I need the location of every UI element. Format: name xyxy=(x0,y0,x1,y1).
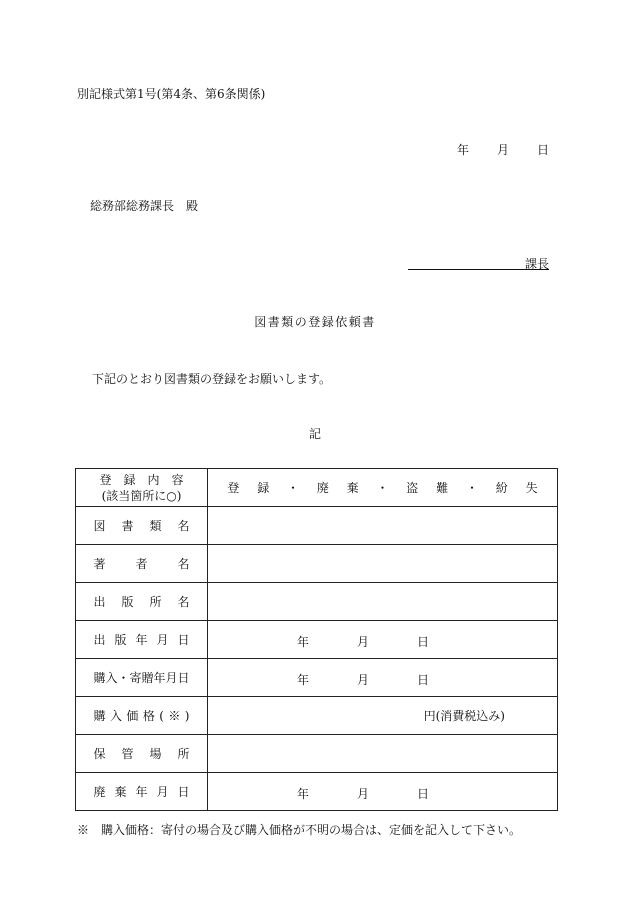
purchase-date-field[interactable] xyxy=(208,659,558,697)
label-publisher-cell xyxy=(76,583,208,621)
label-publisher: 出版所名 xyxy=(93,595,190,609)
registration-options: 登 録 ・ 廃 棄 ・ 盗 難 ・ 紛 失 xyxy=(227,481,538,495)
purchase-date-day: 日 xyxy=(417,672,430,687)
disposal-date-month: 月 xyxy=(357,786,370,801)
price-field[interactable] xyxy=(208,697,558,735)
label-author: 著者名 xyxy=(93,557,190,571)
label-author-cell xyxy=(76,545,208,583)
disposal-date-year: 年 xyxy=(297,786,310,801)
pub-date-day: 日 xyxy=(417,634,430,649)
label-purchase-date: 購入・寄贈年月日 xyxy=(93,671,190,685)
table-row-book-title xyxy=(76,507,558,545)
label-registration-line2: (該当箇所に○) xyxy=(101,488,182,503)
label-publication-date-cell xyxy=(76,621,208,659)
form-reference: 別記様式第1号(第4条、第6条関係) xyxy=(77,87,266,101)
table-row-price xyxy=(76,697,558,735)
label-publication-date: 出版年月日 xyxy=(93,633,190,647)
department-head-label: 課長 xyxy=(524,257,549,271)
table-row-purchase-date xyxy=(76,659,558,697)
label-storage: 保管場所 xyxy=(93,747,190,761)
label-disposal-date: 廃棄年月日 xyxy=(93,785,190,799)
label-purchase-date-cell xyxy=(76,659,208,697)
date-line xyxy=(457,141,549,158)
date-day-label: 日 xyxy=(536,143,549,157)
footnote: ※ 購入価格：寄付の場合及び購入価格が不明の場合は、定価を記入して下さい。 xyxy=(77,823,522,837)
publication-date-field[interactable] xyxy=(208,621,558,659)
table-row-storage xyxy=(76,735,558,773)
storage-location-field[interactable] xyxy=(208,735,558,773)
label-disposal-date-cell xyxy=(76,773,208,811)
registration-options-cell[interactable] xyxy=(208,469,558,507)
disposal-date-field[interactable] xyxy=(208,773,558,811)
label-price-cell xyxy=(76,697,208,735)
label-book-title-cell xyxy=(76,507,208,545)
label-registration-line1: 登 録 内 容 xyxy=(99,472,184,487)
author-field[interactable] xyxy=(208,545,558,583)
price-unit-text: 円(消費税込み) xyxy=(423,709,505,723)
document-title: 図書類の登録依頼書 xyxy=(254,315,376,329)
book-title-field[interactable] xyxy=(208,507,558,545)
label-registration-content xyxy=(76,469,208,507)
intro-text: 下記のとおり図書類の登録をお願いします。 xyxy=(92,372,332,386)
purchase-date-month: 月 xyxy=(357,672,370,687)
table-row-disposal-date xyxy=(76,773,558,811)
date-year-label: 年 xyxy=(456,143,469,157)
recipient: 総務部総務課長 殿 xyxy=(90,199,199,213)
publisher-field[interactable] xyxy=(208,583,558,621)
disposal-date-day: 日 xyxy=(417,786,430,801)
table-row-registration xyxy=(76,469,558,507)
table-row-publisher xyxy=(76,583,558,621)
purchase-date-year: 年 xyxy=(297,672,310,687)
pub-date-month: 月 xyxy=(357,634,370,649)
label-storage-cell xyxy=(76,735,208,773)
ki-heading: 記 xyxy=(308,427,321,441)
label-book-title: 図書類名 xyxy=(93,519,190,533)
label-price: 購入価格(※) xyxy=(93,709,190,723)
pub-date-year: 年 xyxy=(297,634,310,649)
table-row-publication-date xyxy=(76,621,558,659)
registration-form-table xyxy=(75,468,558,811)
date-month-label: 月 xyxy=(496,143,509,157)
table-row-author xyxy=(76,545,558,583)
